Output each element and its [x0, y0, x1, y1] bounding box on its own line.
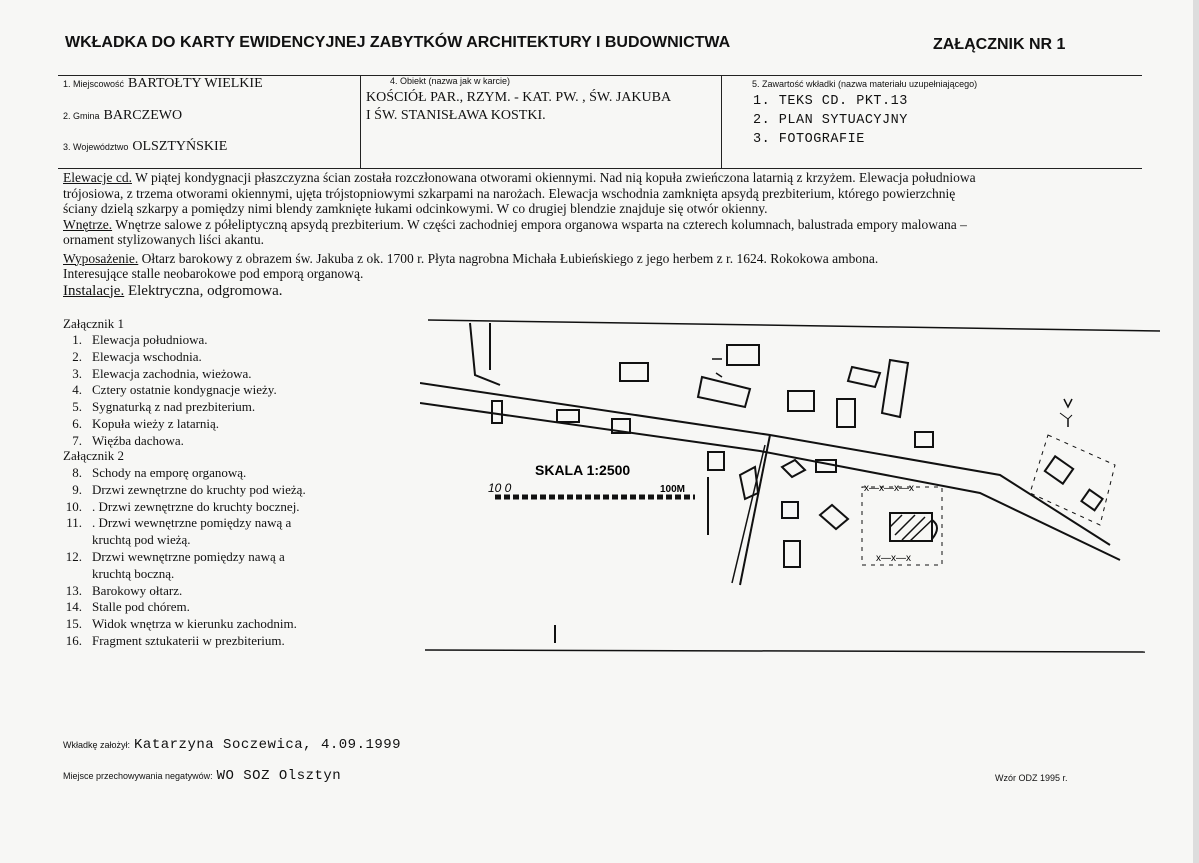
attachment-item — [60, 349, 277, 366]
attachment-number: ZAŁĄCZNIK NR 1 — [933, 36, 1066, 53]
building — [698, 377, 750, 407]
fence-marks-north: x—x—x—x — [864, 483, 914, 494]
scale-end: 100M — [660, 484, 686, 495]
attachment-group-2 — [60, 465, 306, 650]
building — [784, 541, 800, 567]
building — [492, 401, 502, 423]
field-locality — [63, 74, 263, 92]
founded-by — [63, 735, 401, 753]
attachment-item-text: Fragment sztukaterii w prezbiterium. — [92, 632, 285, 648]
attachment-item — [60, 399, 277, 416]
road-edge — [420, 403, 1120, 560]
field-contents-list — [753, 92, 908, 149]
scale-label: SKALA 1:2500 — [535, 462, 631, 478]
attachment-item-text: Drzwi zewnętrzne do kruchty pod wieżą. — [92, 481, 306, 497]
road-edge — [470, 323, 500, 385]
attachment-item — [60, 499, 306, 516]
elewacje-text: ściany dzielą szkarpy a pomiędzy nimi blendy zamknięte łukami odcinkowymi. W co drugiej blendzie znajduje się otwór okienny. — [63, 201, 768, 216]
building — [727, 345, 759, 365]
attachment-item-text: kruchtą pod wieżą. — [92, 532, 191, 548]
field-commune — [63, 106, 182, 124]
attachment-item-text: Więźba dachowa. — [92, 432, 184, 448]
building-detail — [712, 359, 722, 377]
situation-plan-map — [420, 315, 1160, 660]
attachment-item — [60, 332, 277, 349]
attachment-item-number: 1. — [72, 332, 82, 347]
attachment-item-number: 13. — [65, 582, 82, 598]
attachment-item-number: 14. — [65, 599, 82, 615]
form-title: WKŁADKA DO KARTY EWIDENCYJNEJ ZABYTKÓW ARCHITEKTURY I BUDOWNICTWA — [65, 34, 731, 51]
attachment-item-text: Stalle pod chórem. — [92, 599, 190, 615]
field-locality-label: 1. Miejscowość — [63, 79, 125, 89]
attachment-item — [60, 416, 277, 433]
attachment-item-text: Widok wnętrza w kierunku zachodnim. — [92, 616, 297, 632]
contents-item: 2. PLAN SYTUACYJNY — [753, 113, 908, 128]
field-object-value-1: KOŚCIÓŁ PAR., RZYM. - KAT. PW. , ŚW. JAKUBA — [366, 90, 672, 105]
attachment-item — [60, 616, 306, 633]
wyposazenie-text: Ołtarz barokowy z obrazem św. Jakuba z ok. 1700 r. Płyta nagrobna Michała Łubieńskiego z jego herbem z r. 1624. Rokokowa ambona. — [138, 250, 879, 266]
cemetery-fence — [1030, 435, 1115, 525]
attachment-item-number: 8. — [72, 465, 82, 480]
field-object-label: 4. Obiekt (nazwa jak w karcie) — [390, 76, 511, 86]
founded-by-label: Wkładkę założył: — [63, 740, 131, 750]
attachment-item-number: 12. — [65, 548, 82, 564]
contents-item: 1. TEKS CD. PKT.13 — [753, 94, 908, 109]
building — [820, 505, 848, 529]
attachment-item — [60, 482, 306, 499]
building — [557, 410, 579, 422]
attachment-item-number: 16. — [65, 632, 82, 648]
attachment-item-text: Schody na emporę organową. — [92, 465, 247, 480]
side-road-edge — [732, 445, 765, 583]
attachment-item — [60, 633, 306, 650]
attachment-item-text: Elewacja południowa. — [92, 332, 208, 347]
attachment-item-number: 3. — [72, 365, 82, 381]
fence-marks-south: x—x—x — [876, 553, 911, 564]
attachment-item-text: Barokowy ołtarz. — [92, 582, 183, 598]
attachment-item — [60, 599, 306, 616]
field-voivodeship-value: OLSZTYŃSKIE — [132, 139, 228, 154]
field-voivodeship — [63, 137, 227, 155]
attachment-item-number: 15. — [65, 616, 82, 632]
attachment-item — [60, 549, 306, 566]
wnetrze-heading: Wnętrze. — [63, 216, 113, 232]
negatives-storage-value: WO SOZ Olsztyn — [216, 768, 342, 784]
field-commune-value: BARCZEWO — [103, 108, 183, 123]
scale-zero: 10 0 — [488, 481, 512, 495]
attachment-item-text: Sygnaturką z nad prezbiterium. — [92, 399, 256, 415]
elewacje-text: W piątej kondygnacji płaszczyzna ścian została rozczłonowana otworami okiennymi. Nad nią kopuła zwieńczona latarnią z krzyżem. Elewacja południowa — [131, 170, 976, 185]
attachment-item-text: Elewacja zachodnia, wieżowa. — [92, 365, 252, 381]
attachment-item — [60, 583, 306, 600]
field-voivodeship-label: 3. Województwo — [63, 142, 129, 152]
building — [782, 460, 805, 477]
box-bottom-line — [58, 168, 1142, 169]
attachment-item-number: 9. — [72, 481, 82, 497]
attachment-item — [60, 382, 277, 399]
attachment-group-2-title: Załącznik 2 — [63, 448, 124, 463]
attachment-item — [60, 566, 306, 583]
building — [848, 367, 880, 387]
attachment-item-number: 4. — [72, 382, 82, 398]
attachment-item — [60, 366, 277, 383]
attachment-item-number: 10. — [65, 498, 82, 514]
attachment-item-text: Cztery ostatnie kondygnacje wieży. — [92, 382, 277, 398]
negatives-storage-label: Miejsce przechowywania negatywów: — [63, 771, 213, 781]
building — [782, 502, 798, 518]
attachment-item — [60, 465, 306, 482]
field-object-value-2: I ŚW. STANISŁAWA KOSTKI. — [366, 108, 546, 123]
attachment-item-text: kruchtą boczną. — [92, 565, 175, 581]
building — [882, 360, 908, 417]
field-contents-label: 5. Zawartość wkładki (nazwa materiału uzupełniającego) — [752, 79, 978, 89]
field-commune-label: 2. Gmina — [63, 111, 100, 121]
attachment-group-1 — [60, 332, 277, 450]
attachment-item-text: Drzwi wewnętrzne pomiędzy nawą a — [92, 548, 285, 564]
negatives-storage — [63, 766, 341, 784]
building — [788, 391, 814, 411]
scan-edge — [1193, 0, 1199, 863]
building — [708, 452, 724, 470]
north-arrow-icon — [1060, 413, 1072, 419]
instalacje-heading: Instalacje. — [63, 282, 125, 299]
attachment-item — [60, 532, 306, 549]
attachment-item-text: . Drzwi zewnętrzne do kruchty bocznej. — [92, 498, 300, 514]
attachment-item-text: Elewacja wschodnia. — [92, 348, 202, 364]
attachment-item-number: 5. — [72, 399, 82, 415]
template-version: Wzór ODZ 1995 r. — [995, 773, 1068, 783]
map-bottom-border — [425, 650, 1145, 652]
attachment-item-number: 11. — [66, 515, 82, 531]
north-arrow-icon — [1064, 399, 1072, 427]
elewacje-text: trójosiowa, z trzema otworami okiennymi, ujęta trójstopniowymi szkarpami na narożach. Elewacja wschodnia zamknięta apsydą prezbiterium, którego powierzchnię — [63, 185, 956, 201]
cemetery-building — [1081, 490, 1102, 511]
wyposazenie-heading: Wyposażenie. — [63, 250, 139, 266]
attachment-item-number: 6. — [72, 415, 82, 431]
attachment-item-text: Kopuła wieży z latarnią. — [92, 415, 220, 431]
attachment-item-number: 7. — [72, 432, 82, 448]
box-divider-2 — [721, 75, 722, 168]
description-block — [63, 170, 1143, 300]
building — [915, 432, 933, 447]
wnetrze-text: Wnętrze salowe z półeliptyczną apsydą prezbiterium. W części zachodniej empora organowa wsparta na czterech kolumnach, balustrada empory malowana – — [112, 216, 967, 232]
wnetrze-text: ornament stylizowanych liści akantu. — [63, 232, 264, 247]
map-top-border — [428, 320, 1160, 331]
field-locality-value: BARTOŁTY WIELKIE — [128, 76, 263, 91]
side-road-edge — [740, 435, 770, 585]
box-divider-1 — [360, 75, 361, 168]
attachment-item-text: . Drzwi wewnętrzne pomiędzy nawą a — [92, 515, 292, 531]
church-hatch — [890, 515, 932, 541]
wyposazenie-text: Interesujące stalle neobarokowe pod emporą organową. — [63, 266, 364, 281]
attachment-group-1-title: Załącznik 1 — [63, 316, 124, 331]
cemetery-building — [1045, 456, 1073, 483]
attachment-item — [60, 515, 306, 532]
elewacje-heading: Elewacje cd. — [63, 170, 132, 185]
attachment-item-number: 2. — [72, 348, 82, 364]
founded-by-value: Katarzyna Soczewica, 4.09.1999 — [134, 737, 402, 753]
contents-item: 3. FOTOGRAFIE — [753, 132, 865, 147]
instalacje-text: Elektryczna, odgromowa. — [124, 282, 283, 299]
building — [620, 363, 648, 381]
building — [837, 399, 855, 427]
